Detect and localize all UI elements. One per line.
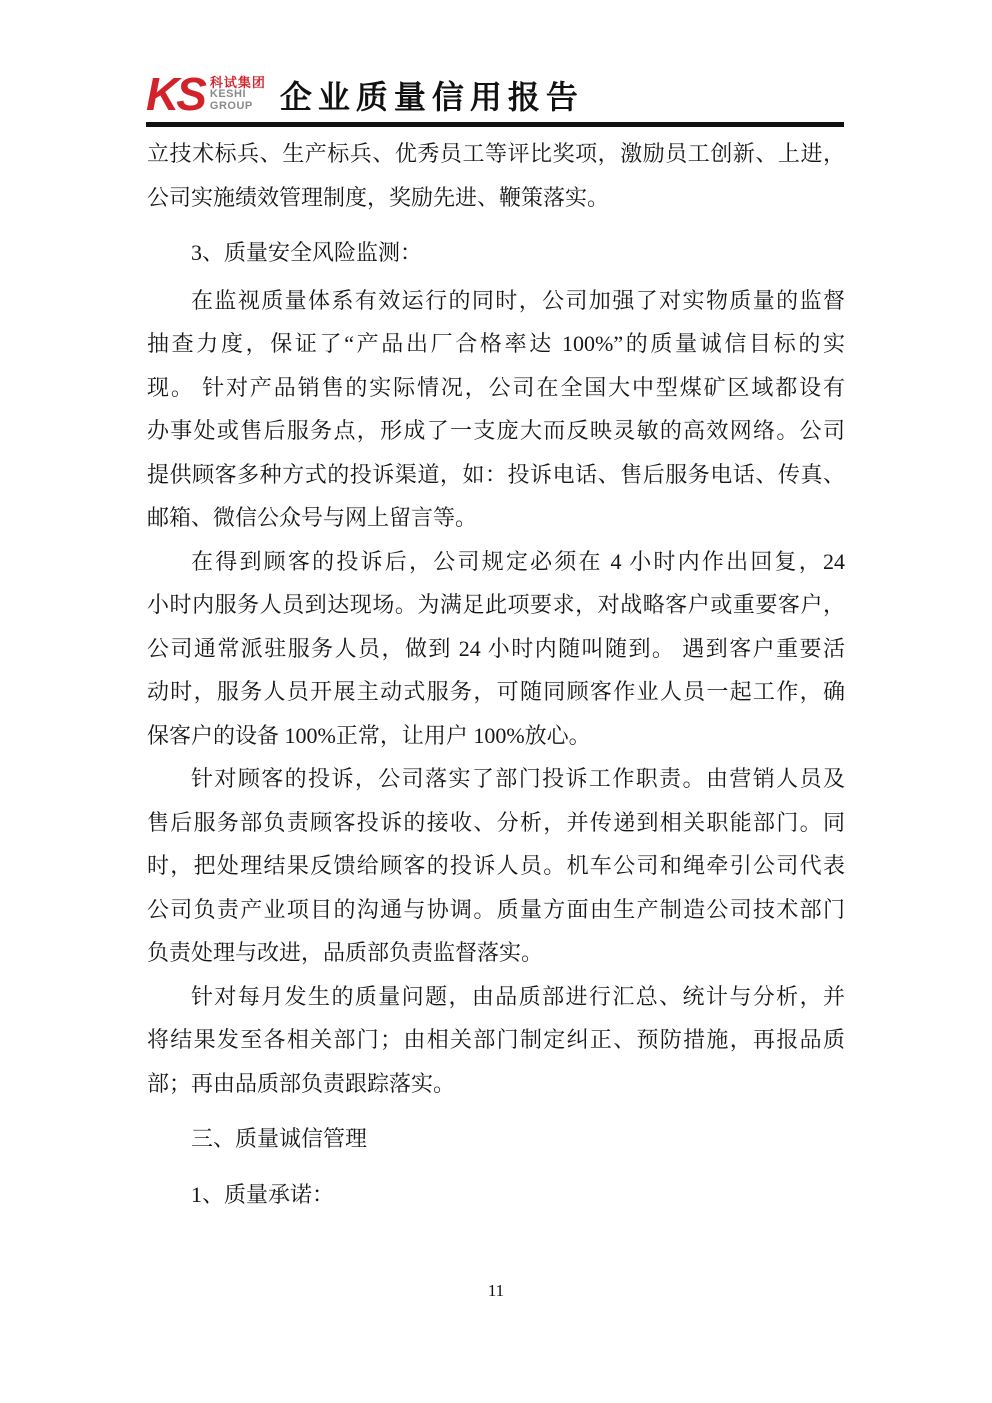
text-line: 公司负责产业项目的沟通与协调。质量方面由生产制造公司技术部门: [147, 896, 845, 922]
logo-english-name-line1: KESHI: [209, 88, 247, 100]
text-line: 公司通常派驻服务人员，做到 24 小时内随叫随到。 遇到客户重要活: [147, 635, 845, 661]
report-title: 企业质量信用报告: [279, 79, 584, 115]
paragraph: [147, 757, 845, 975]
text-line: 三、质量诚信管理: [191, 1126, 368, 1151]
text-line: 现。 针对产品销售的实际情况，公司在全国大中型煤矿区域都设有: [147, 374, 845, 400]
paragraph: [147, 975, 845, 1106]
text-line: 在得到顾客的投诉后，公司规定必须在 4 小时内作出回复，24: [191, 548, 845, 574]
text-line: 部；再由品质部负责跟踪落实。: [147, 1070, 456, 1096]
text-line: 针对顾客的投诉，公司落实了部门投诉工作职责。由营销人员及: [191, 766, 845, 791]
header-divider-rule: [146, 122, 844, 127]
text-line: 邮箱、微信公众号与网上留言等。: [147, 505, 478, 530]
paragraph-heading: [147, 231, 845, 275]
text-line: 1、质量承诺：: [191, 1181, 335, 1207]
logo-chinese-name: 科试集团: [209, 75, 266, 90]
text-line: 动时，服务人员开展主动式服务，可随同顾客作业人员一起工作，确: [147, 679, 845, 704]
text-line: 立技术标兵、生产标兵、优秀员工等评比奖项，激励员工创新、上进，: [147, 141, 845, 166]
text-line: 将结果发至各相关部门；由相关部门制定纠正、预防措施，再报品质: [147, 1027, 845, 1052]
text-line: 提供顾客多种方式的投诉渠道，如：投诉电话、售后服务电话、传真、: [147, 461, 845, 487]
text-line: 办事处或售后服务点，形成了一支庞大而反映灵敏的高效网络。公司: [147, 418, 845, 443]
paragraph: [147, 132, 845, 219]
paragraph: [147, 540, 845, 758]
page-header: [146, 64, 844, 122]
paragraph-heading: [147, 1117, 845, 1161]
text-line: 时，把处理结果反馈给顾客的投诉人员。机车公司和绳牵引公司代表: [147, 853, 845, 878]
text-line: 在监视质量体系有效运行的同时，公司加强了对实物质量的监督: [191, 287, 845, 313]
page-number: 11: [487, 1281, 505, 1300]
logo-text-stack: [210, 76, 266, 112]
text-line: 小时内服务人员到达现场。为满足此项要求，对战略客户或重要客户，: [147, 592, 845, 617]
keshi-group-logo: [146, 68, 266, 120]
text-line: 保客户的设备 100%正常，让用户 100%放心。: [147, 722, 591, 748]
document-body: [147, 132, 845, 1220]
paragraph: [147, 279, 845, 540]
paragraph-heading: [147, 1173, 845, 1217]
text-line: 抽查力度，保证了“产品出厂合格率达 100%”的质量诚信目标的实: [147, 331, 845, 356]
text-line: 售后服务部负责顾客投诉的接收、分析，并传递到相关职能部门。同: [147, 809, 845, 835]
text-line: 针对每月发生的质量问题，由品质部进行汇总、统计与分析，并: [191, 983, 845, 1009]
text-line: 3、质量安全风险监测：: [191, 240, 423, 265]
text-line: 公司实施绩效管理制度，奖励先进、鞭策落实。: [147, 184, 610, 210]
logo-english-name-line2: GROUP: [209, 99, 253, 112]
logo-ks-monogram: KS: [146, 68, 204, 120]
text-line: 负责处理与改进，品质部负责监督落实。: [147, 940, 544, 965]
